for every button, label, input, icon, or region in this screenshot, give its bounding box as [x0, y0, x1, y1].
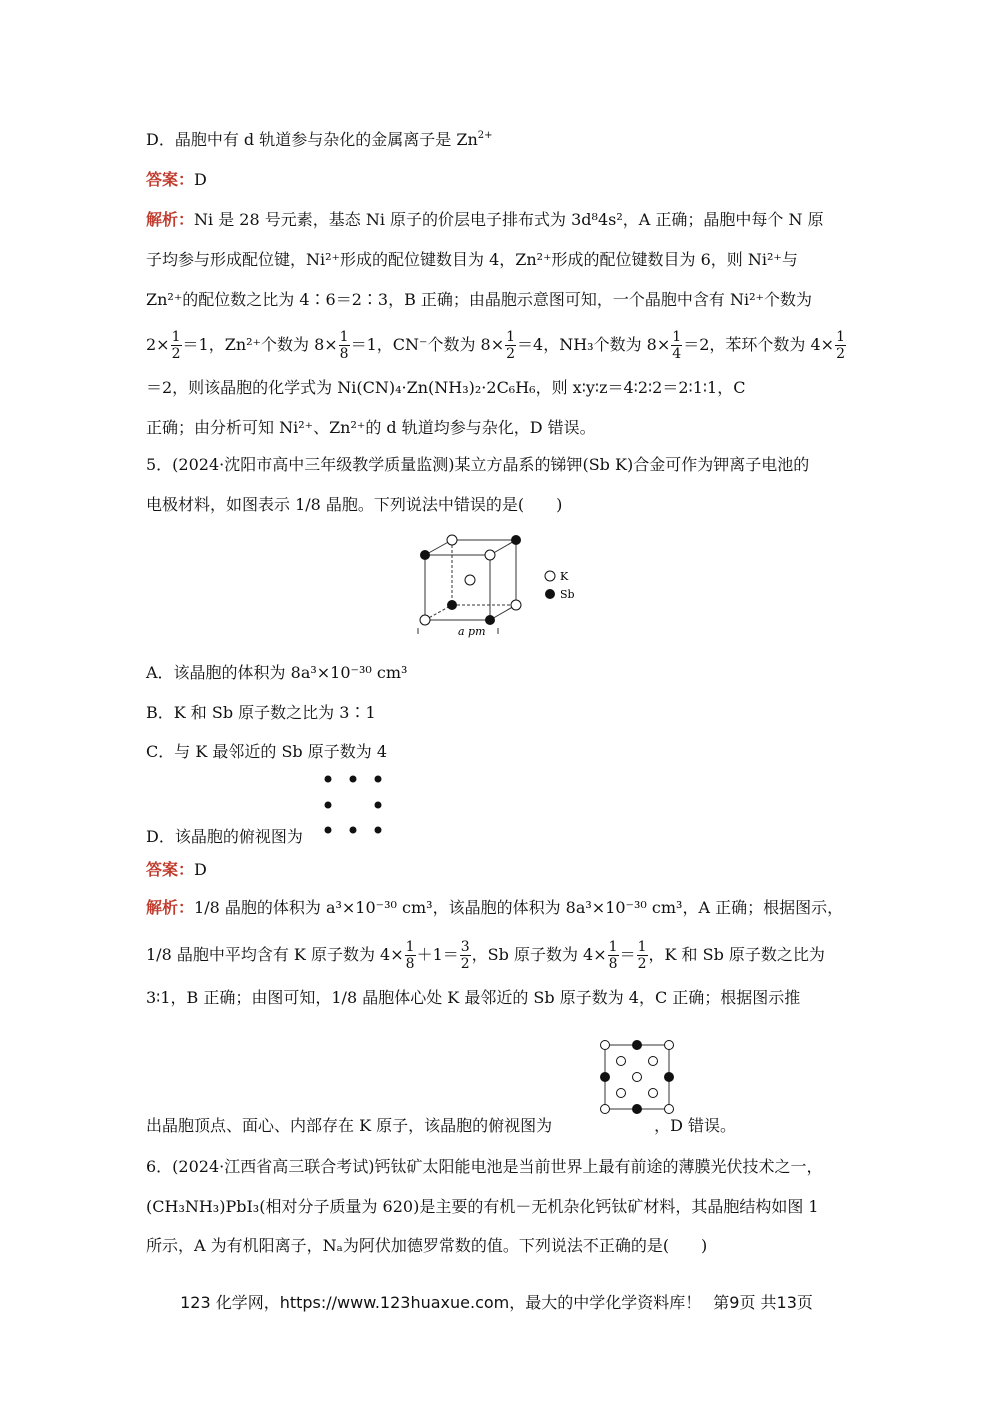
- option-a-text: A．该晶胞的体积为 8a³×10⁻³⁰ cm³: [146, 663, 408, 682]
- analysis-text: ＝1，Zn²⁺个数为 8×: [182, 335, 338, 354]
- analysis-text: 1/8 晶胞的体积为 a³×10⁻³⁰ cm³，该晶胞的体积为 8a³×10⁻³⁰ cm³，A 正确；根据图示，: [194, 898, 844, 917]
- analysis-text: 子均参与形成配位键，Ni²⁺形成的配位键数目为 4，Zn²⁺形成的配位键数目为 6，则 Ni²⁺与: [146, 250, 798, 269]
- analysis-text: ，Sb 原子数为 4×: [471, 945, 607, 964]
- analysis-4-line2: [146, 250, 853, 270]
- analysis-text: 2×: [146, 335, 170, 354]
- question-text: 6．(2024·江西省高三联合考试)钙钛矿太阳能电池是当前世界上最有前途的薄膜光伏技术之一，: [146, 1157, 823, 1176]
- legend-k-marker: [545, 571, 555, 581]
- k-atom: [420, 615, 430, 625]
- question-text: 电极材料，如图表示 1/8 晶胞。下列说法中错误的是( ): [146, 495, 563, 514]
- answer-4: [146, 170, 853, 190]
- denominator: 2: [637, 956, 647, 972]
- question-6-line1: [146, 1157, 853, 1177]
- k-atom: [485, 550, 495, 560]
- analysis-4-line6: [146, 418, 853, 438]
- sb-atom: [511, 535, 521, 545]
- analysis-text: ＝2，则该晶胞的化学式为 Ni(CN)₄·Zn(NH₃)₂·2C₆H₆，则 x∶y∶z＝4∶2∶2＝2∶1∶1，C: [146, 378, 746, 397]
- denominator: 8: [608, 956, 618, 972]
- analysis-text: 3∶1，B 正确；由图可知，1/8 晶胞体心处 K 最邻近的 Sb 原子数为 4，C 正确；根据图示推: [146, 988, 801, 1007]
- sb-atom: [447, 600, 457, 610]
- question-5-line1: [146, 455, 853, 475]
- analysis-text: Zn²⁺的配位数之比为 4∶6＝2∶3，B 正确；由晶胞示意图可知，一个晶胞中含有 Ni²⁺个数为: [146, 290, 812, 309]
- option-c: [146, 742, 853, 762]
- fraction: [171, 329, 182, 362]
- analysis-text: ＝4，NH₃个数为 8×: [517, 335, 671, 354]
- analysis-label: 解析：: [146, 210, 195, 229]
- analysis-4-line3: [146, 290, 853, 310]
- footer-site: 123 化学网，https://www.123huaxue.com，最大的中学化学资料库！: [180, 1293, 702, 1312]
- prev-option-d-text: D．晶胞中有 d 轨道参与杂化的金属离子是 Zn: [146, 130, 478, 149]
- crystal-cell-figure: [410, 530, 590, 640]
- analysis-label: 解析：: [146, 898, 195, 917]
- option-d-figure: [320, 773, 386, 835]
- k-atom: [511, 600, 521, 610]
- numerator: 1: [506, 329, 516, 345]
- page-footer: [0, 1290, 993, 1313]
- answer-label: 答案：: [146, 170, 195, 189]
- option-d-text: D．该晶胞的俯视图为: [146, 827, 303, 846]
- sb-atom: [485, 615, 495, 625]
- analysis-text: ＋1＝: [416, 945, 459, 964]
- legend-sb: Sb: [560, 588, 575, 601]
- numerator: 1: [171, 329, 181, 345]
- denominator: 8: [339, 346, 349, 362]
- fraction: [608, 939, 619, 972]
- analysis-text: ＝2，苯环个数为 4×: [683, 335, 835, 354]
- question-6-line3: [146, 1236, 853, 1256]
- question-text: 所示，A 为有机阳离子，Nₐ为阿伏加德罗常数的值。下列说法不正确的是( ): [146, 1236, 708, 1255]
- prev-option-d: [146, 130, 853, 150]
- analysis-text: ＝1，CN⁻个数为 8×: [350, 335, 505, 354]
- analysis-text: 1/8 晶胞中平均含有 K 原子数为 4×: [146, 945, 404, 964]
- question-text: (CH₃NH₃)PbI₃(相对分子质量为 620)是主要的有机－无机杂化钙钛矿材料，其晶胞结构如图 1: [146, 1197, 819, 1216]
- analysis-text: ＝: [619, 945, 636, 964]
- fraction: [405, 939, 416, 972]
- numerator: 1: [339, 329, 349, 345]
- sb-atom: [420, 550, 430, 560]
- answer-label: 答案：: [146, 860, 195, 879]
- answer-value: D: [194, 860, 207, 879]
- option-b: [146, 703, 853, 723]
- analysis-text: Ni 是 28 号元素，基态 Ni 原子的价层电子排布式为 3d⁸4s²，A 正确；晶胞中每个 N 原: [194, 210, 824, 229]
- answer-value: D: [194, 170, 207, 189]
- fraction: [339, 329, 350, 362]
- footer-page-number: 第9页 共13页: [713, 1293, 813, 1312]
- numerator: 1: [672, 329, 682, 345]
- analysis-text: 出晶胞顶点、面心、内部存在 K 原子，该晶胞的俯视图为: [146, 1116, 553, 1135]
- legend-sb-marker: [545, 589, 555, 599]
- analysis-text: ，D 错误。: [654, 1116, 737, 1135]
- analysis-4-line4: [146, 328, 853, 362]
- answer-5: [146, 860, 853, 880]
- denominator: 2: [836, 346, 845, 362]
- cube-caption: a pm: [458, 625, 486, 638]
- option-a: [146, 663, 853, 683]
- numerator: 1: [637, 939, 647, 955]
- denominator: 2: [171, 346, 181, 362]
- analysis-4-line5: [146, 378, 853, 398]
- k-atom: [465, 575, 475, 585]
- zn-charge: 2+: [477, 130, 493, 141]
- fraction: [460, 939, 471, 972]
- top-view-figure: [595, 1037, 681, 1119]
- numerator: 1: [405, 939, 415, 955]
- legend-k: K: [560, 570, 569, 583]
- analysis-5-line4: [146, 1116, 853, 1136]
- analysis-text: ，K 和 Sb 原子数之比为: [648, 945, 825, 964]
- option-c-text: C．与 K 最邻近的 Sb 原子数为 4: [146, 742, 388, 761]
- analysis-5-line1: [146, 898, 853, 918]
- analysis-text: 正确；由分析可知 Ni²⁺、Zn²⁺的 d 轨道均参与杂化，D 错误。: [146, 418, 596, 437]
- analysis-4-line1: [146, 210, 853, 230]
- fraction: [835, 329, 846, 362]
- denominator: 2: [506, 346, 516, 362]
- k-atom: [447, 535, 457, 545]
- fraction: [671, 329, 682, 362]
- denominator: 8: [405, 956, 415, 972]
- question-text: 5．(2024·沈阳市高中三年级教学质量监测)某立方晶系的锑钾(Sb K)合金可作为钾离子电池的: [146, 455, 810, 474]
- denominator: 4: [672, 346, 682, 362]
- option-b-text: B．K 和 Sb 原子数之比为 3∶1: [146, 703, 376, 722]
- fraction: [637, 939, 648, 972]
- numerator: 3: [460, 939, 470, 955]
- denominator: 2: [460, 956, 470, 972]
- question-6-line2: [146, 1197, 853, 1217]
- analysis-5-line3: [146, 988, 853, 1008]
- analysis-5-line2: [146, 938, 853, 972]
- fraction: [505, 329, 516, 362]
- numerator: 1: [608, 939, 618, 955]
- numerator: 1: [836, 329, 845, 345]
- option-d: [146, 827, 853, 847]
- question-5-line2: [146, 495, 853, 515]
